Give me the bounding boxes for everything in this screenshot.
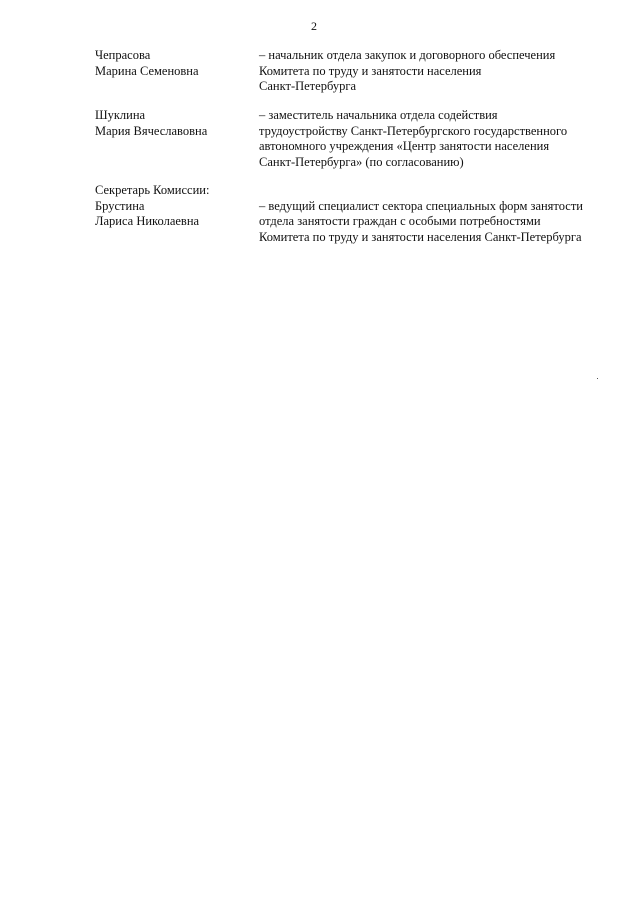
member-role	[259, 108, 609, 170]
role-line: отдела занятости граждан с особыми потребностями	[259, 214, 541, 228]
role-line: Комитета по труду и занятости населения	[259, 63, 482, 78]
member-name	[95, 183, 255, 230]
member-role	[259, 199, 609, 246]
member-surname: Чепрасова	[95, 48, 151, 62]
member-given-name: Лариса Николаевна	[95, 214, 200, 228]
member-given-name: Марина Семеновна	[95, 63, 199, 78]
role-line: Санкт-Петербурга	[259, 79, 357, 93]
member-name	[95, 48, 255, 79]
member-given-name: Мария Вячеславовна	[95, 123, 208, 138]
member-role	[259, 48, 609, 95]
role-line: Санкт-Петербурга» (по согласованию)	[259, 154, 464, 169]
role-line: – заместитель начальника отдела содействия	[259, 108, 498, 122]
role-line: – начальник отдела закупок и договорного обеспечения	[259, 48, 556, 62]
role-line: трудоустройству Санкт-Петербургского государственного	[259, 123, 568, 138]
scan-speck	[597, 378, 598, 379]
member-name	[95, 108, 255, 139]
page-number: 2	[311, 19, 317, 33]
role-line: автономного учреждения «Центр занятости населения	[259, 139, 550, 153]
member-surname: Шуклина	[95, 108, 146, 122]
role-line: – ведущий специалист сектора специальных форм занятости	[259, 198, 583, 213]
secretary-heading: Секретарь Комиссии:	[95, 183, 210, 197]
role-line: Комитета по труду и занятости населения Санкт-Петербурга	[259, 229, 582, 244]
member-surname: Брустина	[95, 198, 145, 213]
